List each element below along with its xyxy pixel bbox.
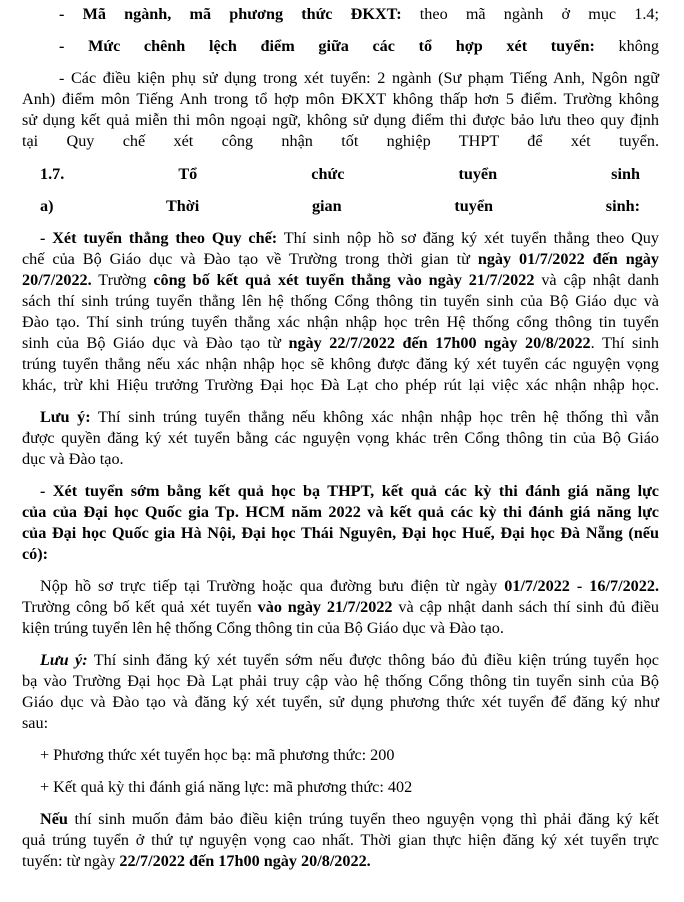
text-run: vào ngày 21/7/2022 bbox=[257, 598, 393, 616]
text-run: 01/7/2022 - 16/7/2022. bbox=[504, 577, 659, 595]
text-run: . Thí sinh bbox=[590, 334, 659, 352]
text-run: tuyến: từ ngày bbox=[22, 852, 120, 870]
text-run: sử dụng kết quả miễn thi môn ngoại ngữ, không sử dụng điểm thi được bảo lưu theo quy định bbox=[22, 111, 659, 129]
text-line bbox=[22, 333, 659, 354]
text-run: Mã ngành, mã phương thức ĐKXT: bbox=[82, 5, 402, 23]
text-line bbox=[22, 523, 659, 544]
text-line bbox=[40, 650, 659, 671]
text-run: Nếu bbox=[40, 810, 68, 828]
text-line bbox=[22, 312, 659, 333]
text-run: - Xét tuyển sớm bằng kết quả học bạ THPT, kết quả các kỳ thi đánh giá năng lực bbox=[40, 482, 659, 500]
text-line bbox=[40, 407, 659, 428]
text-run: sách thí sinh trúng tuyển thẳng lên hệ thống Cổng thông tin tuyển sinh của Bộ Giáo dục và bbox=[22, 292, 659, 310]
text-run: + Kết quả kỳ thi đánh giá năng lực: mã phương thức: 402 bbox=[40, 778, 413, 796]
text-run: Lưu ý: bbox=[40, 408, 91, 426]
text-run: thí sinh muốn đảm bảo điều kiện trúng tuyển theo nguyện vọng thì phải đăng ký kết bbox=[67, 810, 659, 828]
text-line bbox=[22, 502, 659, 523]
text-run: Thí sinh đăng ký xét tuyển sớm nếu được thông báo đủ điều kiện trúng tuyển học bbox=[87, 651, 659, 669]
text-run: Thí sinh nộp hồ sơ đăng ký xét tuyển thẳng theo Quy bbox=[277, 229, 659, 247]
text-run: Trường công bố kết quả xét tuyển bbox=[22, 598, 258, 616]
text-line bbox=[22, 449, 124, 470]
text-line bbox=[59, 4, 659, 25]
text-run: + Phương thức xét tuyển học bạ: mã phương thức: 200 bbox=[40, 746, 395, 764]
text-run: bạ vào Trường Đại học Đà Lạt phải truy cập vào hệ thống Cổng thông tin tuyển sinh của Bộ bbox=[22, 672, 659, 690]
text-line bbox=[22, 131, 659, 152]
text-run: Lưu ý: bbox=[40, 651, 88, 669]
text-line bbox=[22, 851, 371, 872]
text-run: không bbox=[594, 37, 659, 55]
text-run: trúng tuyển thẳng nếu xác nhận nhập học sẽ không được đăng ký xét tuyển các nguyện vọng bbox=[22, 355, 659, 373]
text-run: theo mã ngành ở mục 1.4; bbox=[401, 5, 659, 23]
text-run: kiện trúng tuyển lên hệ thống Cổng thông tin của Bộ Giáo dục và Đào tạo. bbox=[22, 619, 504, 637]
text-run: - bbox=[59, 5, 83, 23]
text-line bbox=[22, 544, 48, 565]
text-run: Đào tạo. Thí sinh trúng tuyển thẳng xác nhận nhập học trên Hệ thống cổng thông tin tuyển bbox=[22, 313, 659, 331]
text-line bbox=[22, 671, 659, 692]
text-line bbox=[40, 228, 659, 249]
text-run: chế của Bộ Giáo dục và Đào tạo về Trường trong thời gian từ bbox=[22, 250, 478, 268]
text-run: Trường bbox=[91, 271, 154, 289]
text-line bbox=[22, 270, 659, 291]
text-run: công bố kết quả xét tuyển thẳng vào ngày 21/7/2022 bbox=[153, 271, 535, 289]
text-line bbox=[22, 89, 659, 110]
text-run: tại Quy chế xét công nhận tốt nghiệp THPT để xét tuyển. bbox=[22, 132, 659, 150]
text-line bbox=[22, 291, 659, 312]
text-run: sinh của Bộ Giáo dục và Đào tạo từ bbox=[22, 334, 289, 352]
text-run: Anh) điểm môn Tiếng Anh trong tổ hợp môn ĐKXT không thấp hơn 5 điểm. Trường không bbox=[22, 90, 659, 108]
text-run: Giáo dục và Đào tạo và đăng ký xét tuyển, sử dụng phương thức xét tuyển để đăng ký như bbox=[22, 693, 659, 711]
text-run: có): bbox=[22, 545, 49, 563]
text-line bbox=[40, 777, 412, 798]
text-run: được quyền đăng ký xét tuyển bằng các nguyện vọng khác trên Cổng thông tin của Bộ Giáo bbox=[22, 429, 659, 447]
text-run: - Mức chênh lệch điểm giữa các tổ hợp xét tuyển: bbox=[59, 37, 595, 55]
text-run: và cập nhật danh bbox=[534, 271, 660, 289]
text-run: Tổ chức tuyển sinh bbox=[178, 165, 640, 183]
text-line bbox=[40, 809, 659, 830]
text-line bbox=[22, 354, 659, 375]
text-run: - Xét tuyển thẳng theo Quy chế: bbox=[40, 229, 278, 247]
text-line bbox=[40, 481, 659, 502]
text-run: khác, trừ khi Hiệu trưởng Trường Đại học Đà Lạt cho phép rút lại việc xác nhận nhập học. bbox=[22, 376, 659, 394]
text-line bbox=[40, 745, 394, 766]
text-line bbox=[22, 597, 659, 618]
text-run: ngày 01/7/2022 đến ngày bbox=[477, 250, 659, 268]
text-run: sau: bbox=[22, 714, 49, 732]
text-run: dục và Đào tạo. bbox=[22, 450, 124, 468]
text-line bbox=[59, 36, 659, 57]
text-line bbox=[40, 164, 640, 185]
text-line bbox=[22, 692, 659, 713]
text-run: và cập nhật danh sách thí sinh đủ điều bbox=[392, 598, 659, 616]
text-line bbox=[22, 375, 659, 396]
text-line bbox=[22, 713, 48, 734]
text-line bbox=[59, 68, 659, 89]
text-run: quả trúng tuyển ở thứ tự nguyện vọng cao nhất. Thời gian thực hiện đăng ký xét tuyển trực bbox=[22, 831, 659, 849]
text-run: của Đại học Quốc gia Hà Nội, Đại học Thái Nguyên, Đại học Huế, Đại học Đà Nẵng (nếu bbox=[22, 524, 659, 542]
text-run bbox=[64, 165, 178, 183]
text-run: a) Thời gian tuyển sinh: bbox=[40, 197, 640, 215]
text-run: 20/7/2022. bbox=[22, 271, 92, 289]
text-line bbox=[40, 196, 640, 217]
text-line bbox=[22, 249, 659, 270]
text-run: ngày 22/7/2022 đến 17h00 ngày 20/8/2022 bbox=[288, 334, 591, 352]
text-run: Nộp hồ sơ trực tiếp tại Trường hoặc qua đường bưu điện từ ngày bbox=[40, 577, 505, 595]
text-line bbox=[22, 110, 659, 131]
text-line bbox=[22, 830, 659, 851]
text-line bbox=[22, 428, 659, 449]
text-line bbox=[22, 618, 504, 639]
text-run: Thí sinh trúng tuyển thẳng nếu không xác nhận nhập học trên hệ thống thì vẫn bbox=[90, 408, 660, 426]
text-run: - Các điều kiện phụ sử dụng trong xét tuyển: 2 ngành (Sư phạm Tiếng Anh, Ngôn ngữ bbox=[59, 69, 659, 87]
text-run: của của Đại học Quốc gia Tp. HCM năm 2022 và kết quả các kỳ thi đánh giá năng lực bbox=[22, 503, 659, 521]
text-line bbox=[40, 576, 659, 597]
text-run: 22/7/2022 đến 17h00 ngày 20/8/2022. bbox=[119, 852, 371, 870]
text-run: 1.7. bbox=[40, 165, 65, 183]
